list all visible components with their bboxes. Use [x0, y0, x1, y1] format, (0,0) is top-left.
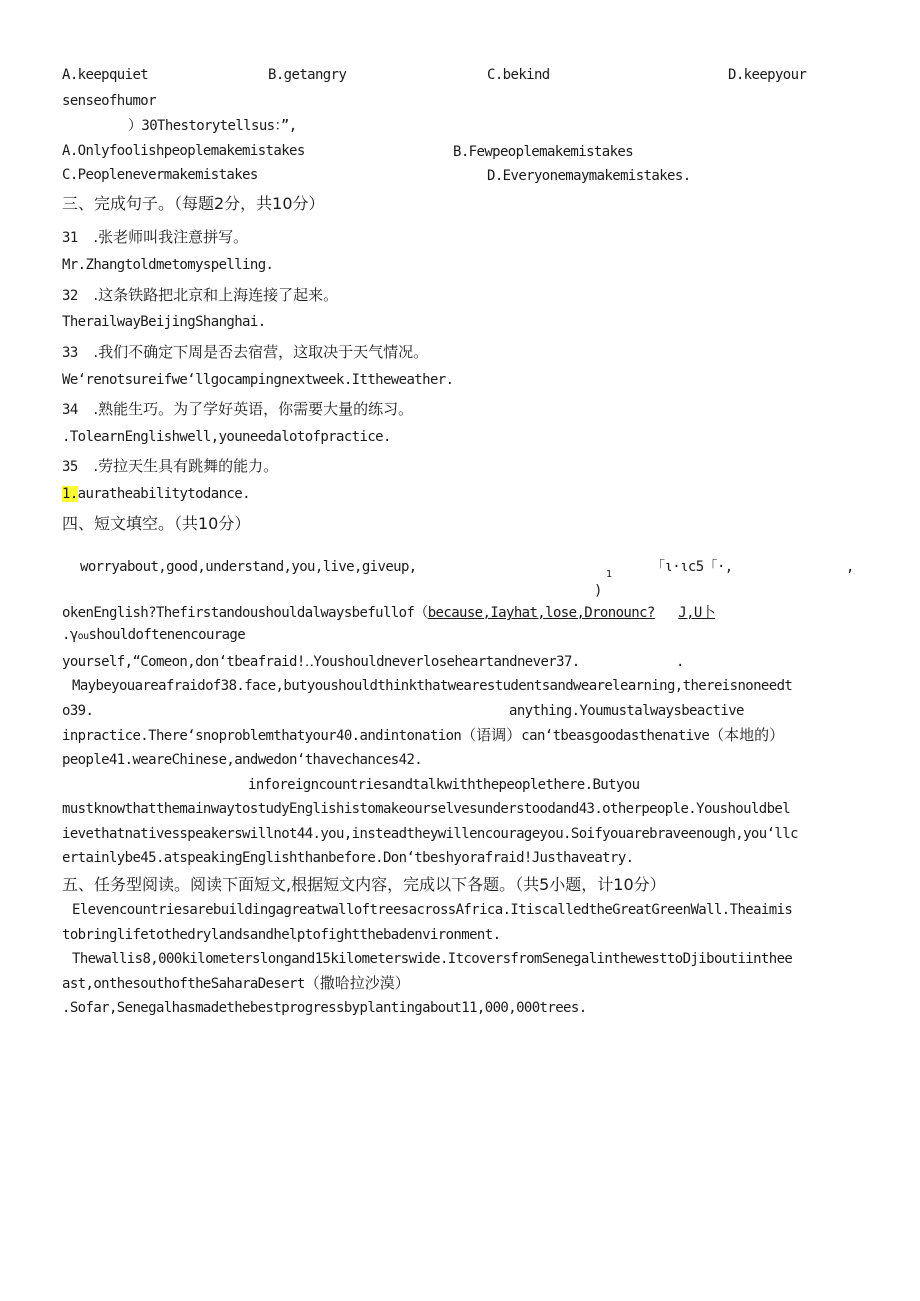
passage-line: ievethatnativesspeakerswillnot44.you,insteadtheywillencourageyou.Soifyouarebraveenough,you‘llc — [62, 826, 798, 842]
reading-line — [62, 974, 410, 993]
passage-line: o39. — [62, 703, 94, 719]
passage-text: .γ — [62, 627, 78, 643]
scan-noise: 「ι·ιc5「·, — [651, 559, 733, 575]
reading-line: .Sofar,Senegalhasmadethebestprogressbyplantingabout11,000,000trees. — [62, 1000, 587, 1016]
passage-text: okenEnglish?Thefirstandoushouldalwaysbefullof（ — [62, 605, 428, 621]
passage-line: people41.weareChinese,andwedon‘thavechances42. — [62, 752, 423, 768]
scan-noise: ) — [594, 583, 602, 599]
underlined-text: because,Iayhat,lose,Dronounc? — [427, 605, 655, 621]
item-number: 32 — [62, 288, 78, 304]
q29-option-b: B.getangry — [268, 67, 347, 83]
reading-text: ast,onthesouthoftheSaharaDesert — [62, 976, 305, 992]
item-number: 35 — [62, 459, 78, 475]
q30-option-b: B.Fewpeoplemakemistakes — [453, 144, 634, 160]
section3-heading: 三、完成句子。（每题2分，共10分） — [62, 194, 325, 213]
item-number: 34 — [62, 402, 78, 418]
item32-prompt — [62, 286, 338, 305]
item-chinese: .这条铁路把北京和上海连接了起来。 — [93, 286, 339, 304]
scan-noise: 1 — [606, 569, 612, 580]
item-chinese: .熟能生巧。为了学好英语，你需要大量的练习。 — [93, 400, 414, 418]
item-chinese: .我们不确定下周是否去宿营，这取决于天气情况。 — [93, 343, 429, 361]
word-bank: worryabout,good,understand,you,live,giveup, — [80, 559, 417, 575]
passage-line — [62, 604, 715, 622]
item35-english-text: auratheabilitytodance. — [77, 486, 250, 502]
item34-english: .TolearnEnglishwell,youneedalotofpractice. — [62, 429, 391, 445]
item33-prompt — [62, 343, 428, 362]
item35-english — [62, 485, 250, 503]
q29-option-c: C.bekind — [487, 67, 550, 83]
item31-prompt — [62, 228, 248, 247]
reading-line: tobringlifetothedrylandsandhelptofightthebadenvironment. — [62, 927, 501, 943]
q30-stem: ）30Thestorytellsus：”, — [128, 118, 297, 134]
item-chinese: .张老师叫我注意拼写。 — [93, 228, 249, 246]
q30-option-d: D.Everyonemaymakemistakes. — [487, 168, 691, 184]
passage-line — [62, 726, 784, 745]
reading-line: Thewallis8,000kilometerslongand15kilometerswide.ItcoversfromSenegalinthewesttoDjiboutiinthee — [72, 951, 793, 967]
item31-english: Mr.Zhangtoldmetomyspelling. — [62, 257, 274, 273]
passage-text: inpractice.There‘snoproblemthatyour40.andintonation — [62, 728, 462, 744]
item-number: 33 — [62, 345, 78, 361]
item-number: 31 — [62, 230, 78, 246]
section4-heading: 四、短文填空。（共10分） — [62, 514, 251, 533]
passage-text: can‘tbeasgoodasthenative — [521, 728, 710, 744]
passage-line — [62, 626, 245, 646]
item-chinese: .劳拉天生具有跳舞的能力。 — [93, 457, 279, 475]
passage-line: ertainlybe45.atspeakingEnglishthanbefore.Don‘tbeshyorafraid!Justhaveatry. — [62, 850, 634, 866]
chinese-gloss: （撒哈拉沙漠） — [304, 974, 410, 992]
subscript-text: ou — [77, 631, 89, 642]
q29-option-d: D.keepyour — [728, 67, 807, 83]
passage-line: inforeigncountriesandtalkwiththepeoplethere.Butyou — [248, 777, 640, 793]
section5-heading: 五、任务型阅读。阅读下面短文,根据短文内容，完成以下各题。（共5小题，计10分） — [62, 875, 666, 894]
passage-line: mustknowthatthemainwaytostudyEnglishistomakeourselvesunderstoodand43.otherpeople.Youshouldbel — [62, 801, 791, 817]
chinese-gloss: （语调） — [461, 726, 522, 744]
q29-option-a: A.keepquiet — [62, 67, 149, 83]
passage-punctuation: . — [676, 654, 684, 670]
passage-line: Maybeyouareafraidof38.face,butyoushouldthinkthatwearestudentsandwearelearning,thereisnoneedt — [72, 678, 793, 694]
reading-line: ElevencountriesarebuildingagreatwalloftreesacrossAfrica.ItiscalledtheGreatGreenWall.Theaimis — [72, 902, 793, 918]
q30-option-c: C.Peoplenevermakemistakes — [62, 167, 258, 183]
item32-english: TherailwayBeijingShanghai. — [62, 314, 266, 330]
item33-english: We‘renotsureifwe‘llgocampingnextweek.Ittheweather. — [62, 372, 454, 388]
scan-noise: , — [846, 559, 854, 575]
scan-noise: J,U卜 — [678, 605, 716, 621]
q29-option-d-continued: senseofhumor — [62, 93, 156, 109]
passage-line: anything.Youmustalwaysbeactive — [509, 703, 744, 719]
q30-option-a: A.Onlyfoolishpeoplemakemistakes — [62, 143, 305, 159]
item35-prompt — [62, 457, 278, 476]
chinese-gloss: （本地的） — [709, 726, 785, 744]
passage-text: shouldoftenencourage — [88, 627, 246, 643]
passage-line: yourself,“Comeon,don‘tbeafraid!‥Youshouldneverloseheartandnever37. — [62, 654, 580, 670]
highlighted-number: 1. — [62, 486, 78, 502]
item34-prompt — [62, 400, 413, 419]
